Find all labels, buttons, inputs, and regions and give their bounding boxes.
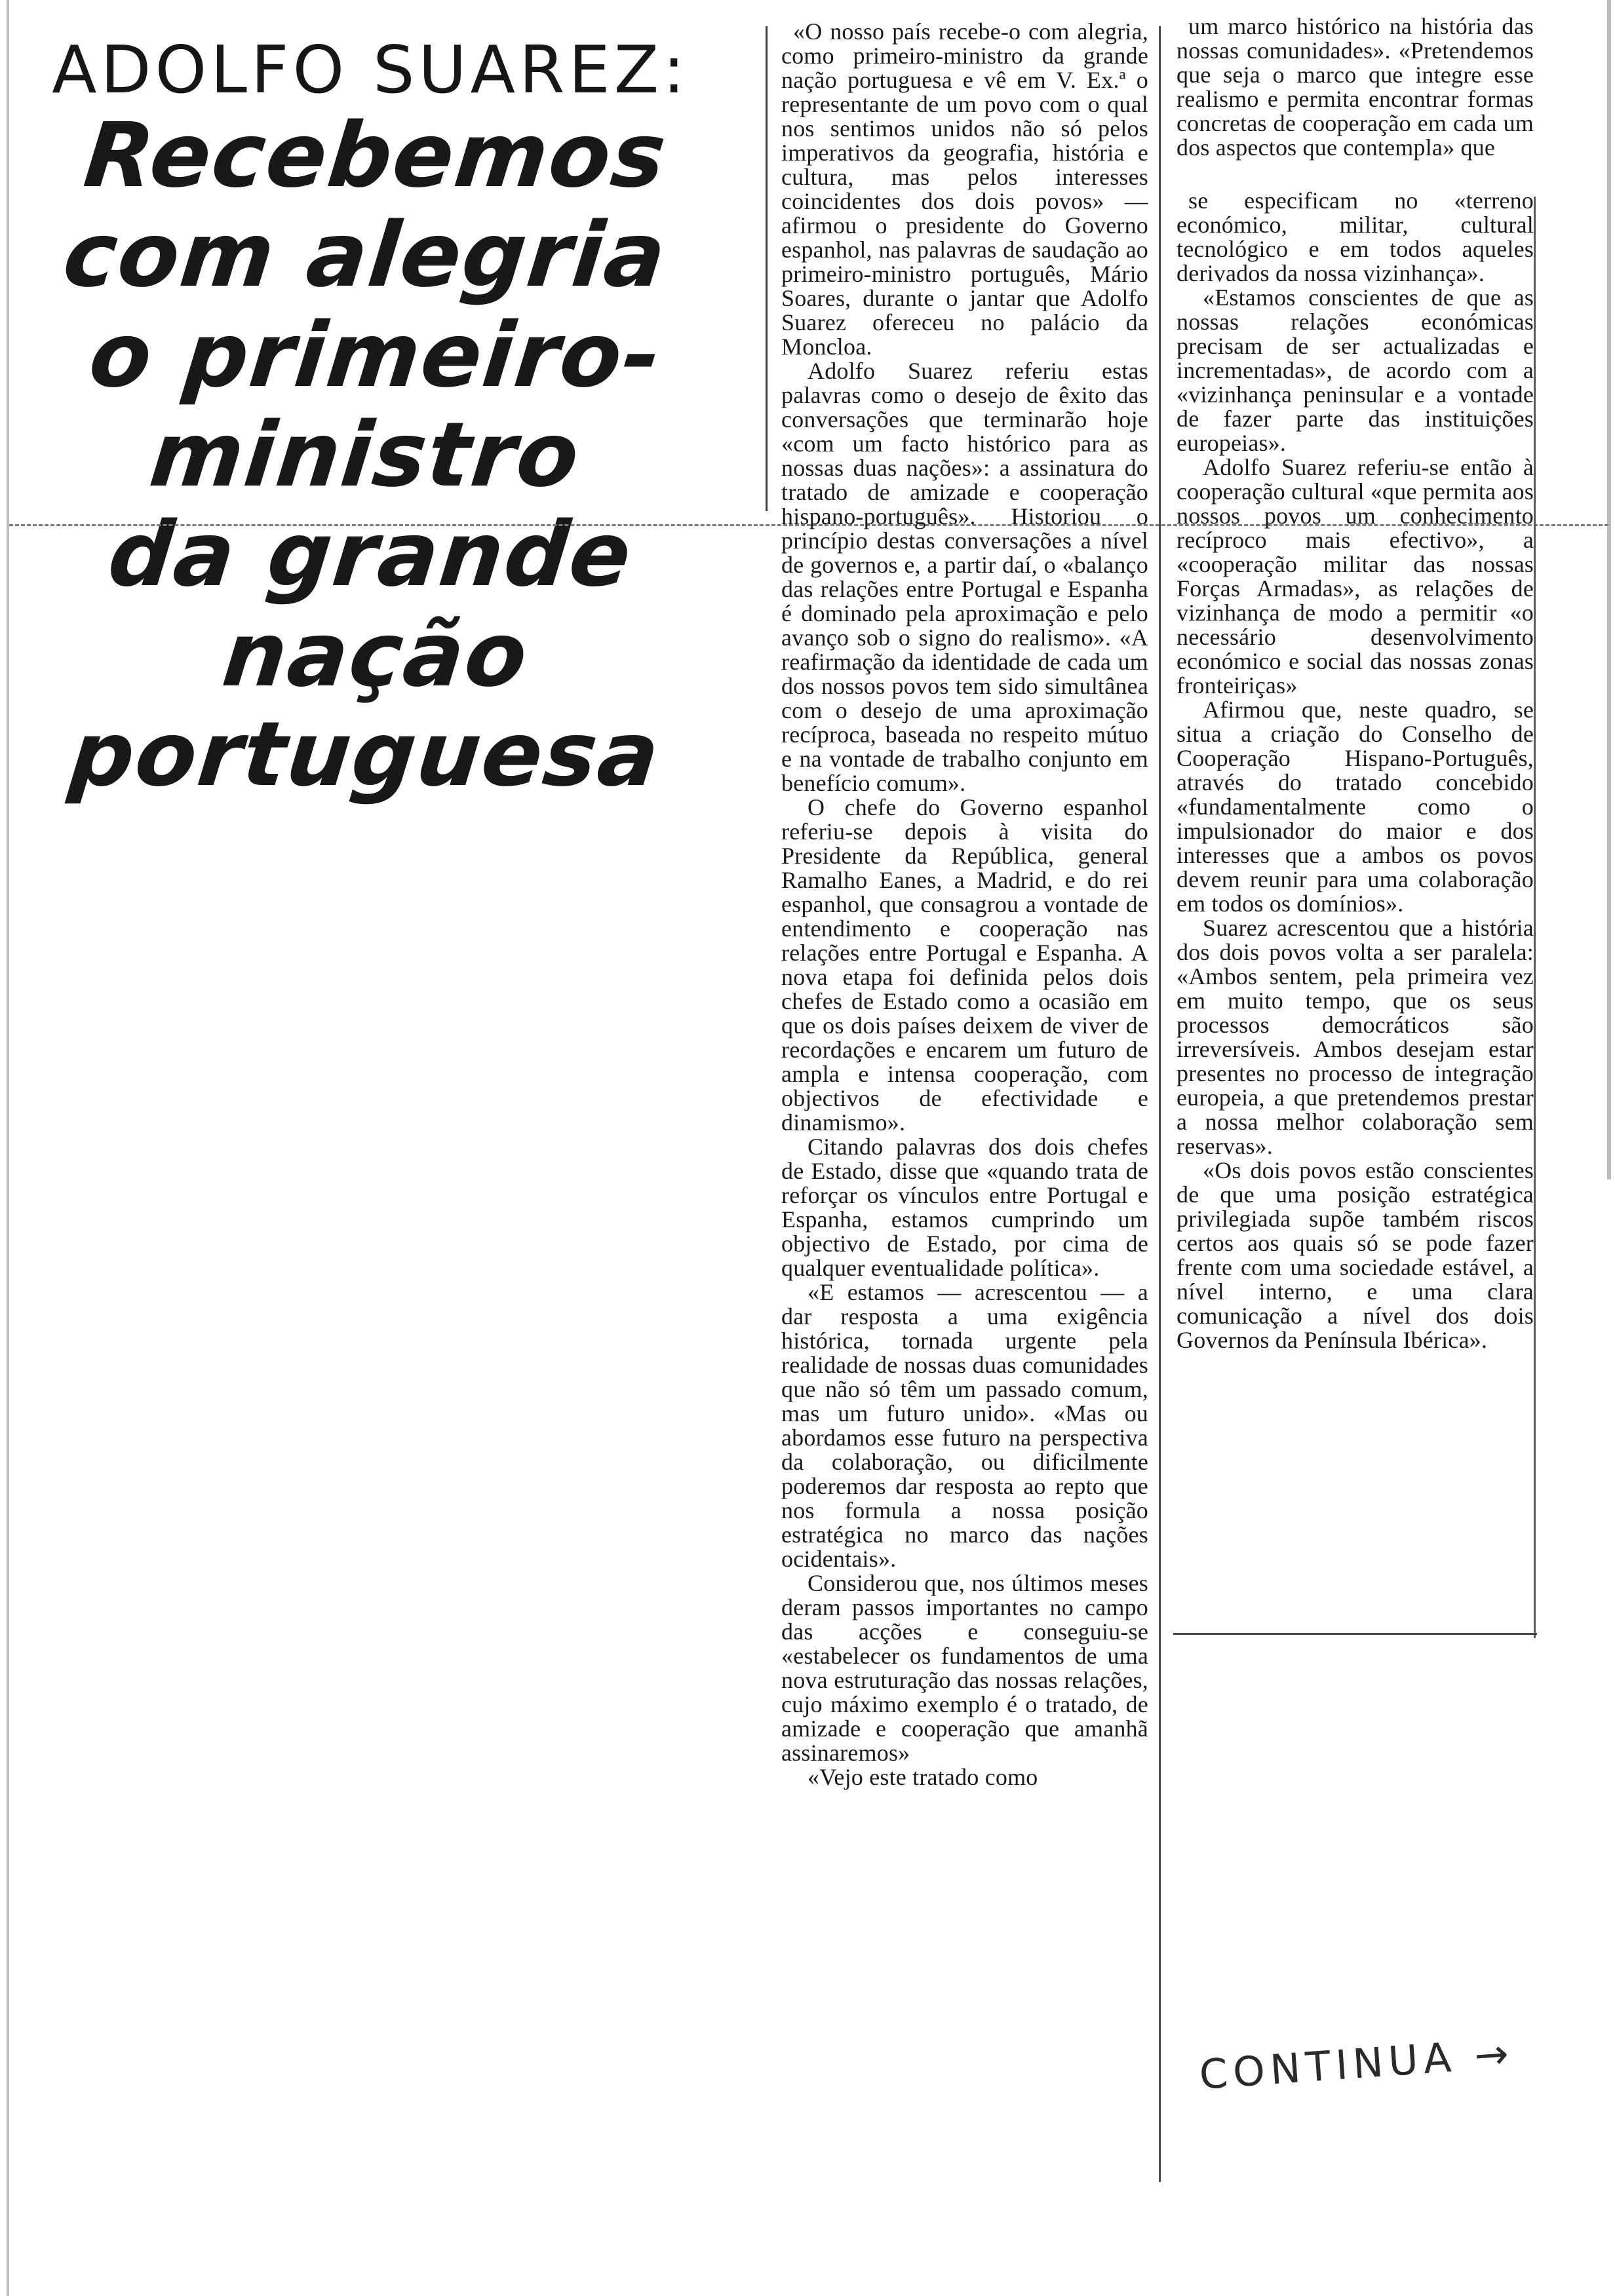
paragraph: «E estamos — acrescentou — a dar resposta a uma exigência histórica, tornada urgente pela realidade de nossas duas comunidades que não só têm um passado comum, mas um futuro unido». «Mas ou abordamos esse futuro na perspectiva da colaboração, ou dificilmente poderemos dar resposta ao repto que nos formula a nossa posição estratégica no marco das nações ocidentais».: [781, 1279, 1148, 1572]
paragraph: O chefe do Governo espanhol referiu-se depois à visita do Presidente da República, general Ramalho Eanes, a Madrid, e do rei espanhol, que consagrou a vontade de entendimento e cooperação nas relações entre Portugal e Espanha. A nova etapa foi definida pelos dois chefes de Estado como a ocasião em que os dois países deixem de viver de recordações e encarem um futuro de ampla e intensa cooperação, com objectivos de efectividade e dinamismo».: [781, 794, 1148, 1136]
headline-line-4: nação portuguesa: [65, 603, 665, 807]
headline-line-3: da grande: [104, 503, 637, 607]
page-edge-shadow-right: [1607, 0, 1611, 1179]
headline: [0, 26, 741, 805]
headline-line-1: Recebemos com alegria: [58, 104, 672, 308]
paragraph: um marco histórico na história das nossas comunidades». «Pretendemos que seja o marco que integre esse realismo e permita encontrar formas concretas de cooperação em cada um dos aspectos que contempla» que: [1177, 13, 1534, 161]
paragraph: Afirmou que, neste quadro, se situa a criação do Conselho de Cooperação Hispano-Português, através do tratado concebido «fundamentalmente como o impulsionador do maior e dos interesses que a ambos os povos devem reunir para uma colaboração em todos os domínios».: [1177, 697, 1534, 917]
paragraph: «O nosso país recebe-o com alegria, como primeiro-ministro da grande nação portuguesa e vê em V. Ex.ª o representante de um povo com o qual nos sentimos unidos não só pelos imperativos da geografia, história e cultura, mas pelos interesses coincidentes dos dois povos» — afirmou o presidente do Governo espanhol, nas palavras de saudação ao primeiro-ministro português, Mário Soares, durante o jantar que Adolfo Suarez ofereceu no palácio da Moncloa.: [781, 18, 1148, 360]
headline-kicker: ADOLFO SUAREZ:: [52, 31, 689, 108]
paragraph: Considerou que, nos últimos meses deram passos importantes no campo das acções e conseguiu-se «estabelecer os fundamentos de uma nova estruturação das nossas relações, cujo máximo exemplo é o tratado, de amizade e cooperação que amanhã assinaremos»: [781, 1570, 1148, 1766]
handwritten-continua-note: CONTINUA →: [1197, 2029, 1515, 2099]
column-box-bottom-rule: [1173, 1633, 1537, 1635]
article-column-1: [781, 20, 1148, 1789]
headline-line-2: o primeiro-ministro: [85, 303, 667, 507]
paragraph: Adolfo Suarez referiu-se então à cooperação cultural «que permita aos nossos povos um conhecimento recíproco mais efectivo», a «cooperação militar das nossas Forças Armadas», as relações de vizinhança de modo a permitir «o necessário desenvolvimento económico e social das nossas zonas fronteiriças»: [1177, 454, 1534, 698]
column-rule-1: [766, 26, 768, 511]
paragraph: se especificam no «terreno económico, militar, cultural tecnológico e em todos aqueles derivados da nossa vizinhança».: [1177, 187, 1534, 286]
column-gap: [1177, 160, 1534, 189]
paragraph: «Estamos conscientes de que as nossas relações económicas precisam de ser actualizadas e incrementadas», de acordo com a «vizinhança peninsular e a vontade de fazer parte das instituições europeias».: [1177, 284, 1534, 456]
paragraph: Citando palavras dos dois chefes de Estado, disse que «quando trata de reforçar os vínculos entre Portugal e Espanha, estamos cumprindo um objectivo de Estado, por cima de qualquer eventualidade política».: [781, 1134, 1148, 1281]
paragraph: «Os dois povos estão conscientes de que uma posição estratégica privilegiada supõe também riscos certos aos quais só se pode fazer frente com uma sociedade estável, a nível interno, e uma clara comunicação a nível dos dois Governos da Península Ibérica».: [1177, 1157, 1534, 1353]
paragraph: Suarez acrescentou que a história dos dois povos volta a ser paralela: «Ambos sentem, pela primeira vez em muito tempo, que os seus processos democráticos são irreversíveis. Ambos desejam estar presentes no processo de integração europeia, a que pretendemos prestar a nossa melhor colaboração sem reservas».: [1177, 915, 1534, 1159]
paragraph: «Vejo este tratado como: [808, 1764, 1038, 1790]
article-column-2: [1177, 14, 1534, 1352]
column-rule-3: [1534, 197, 1536, 1638]
paragraph: Adolfo Suarez referiu estas palavras como o desejo de êxito das conversações que terminarão hoje «com um facto histórico para as nossas duas nações»: a assinatura do tratado de amizade e cooperação hispano-português». Historiou o princípio destas conversações a nível de governos e, a partir daí, o «balanço das relações entre Portugal e Espanha é dominado pela aproximação e pelo avanço sob o signo do realismo». «A reafirmação da identidade de cada um dos nossos povos tem sido simultânea com o desejo de uma aproximação recíproca, baseada no respeito mútuo e na vontade de trabalho conjunto em benefício comum».: [781, 358, 1148, 796]
column-rule-2: [1159, 26, 1161, 2182]
